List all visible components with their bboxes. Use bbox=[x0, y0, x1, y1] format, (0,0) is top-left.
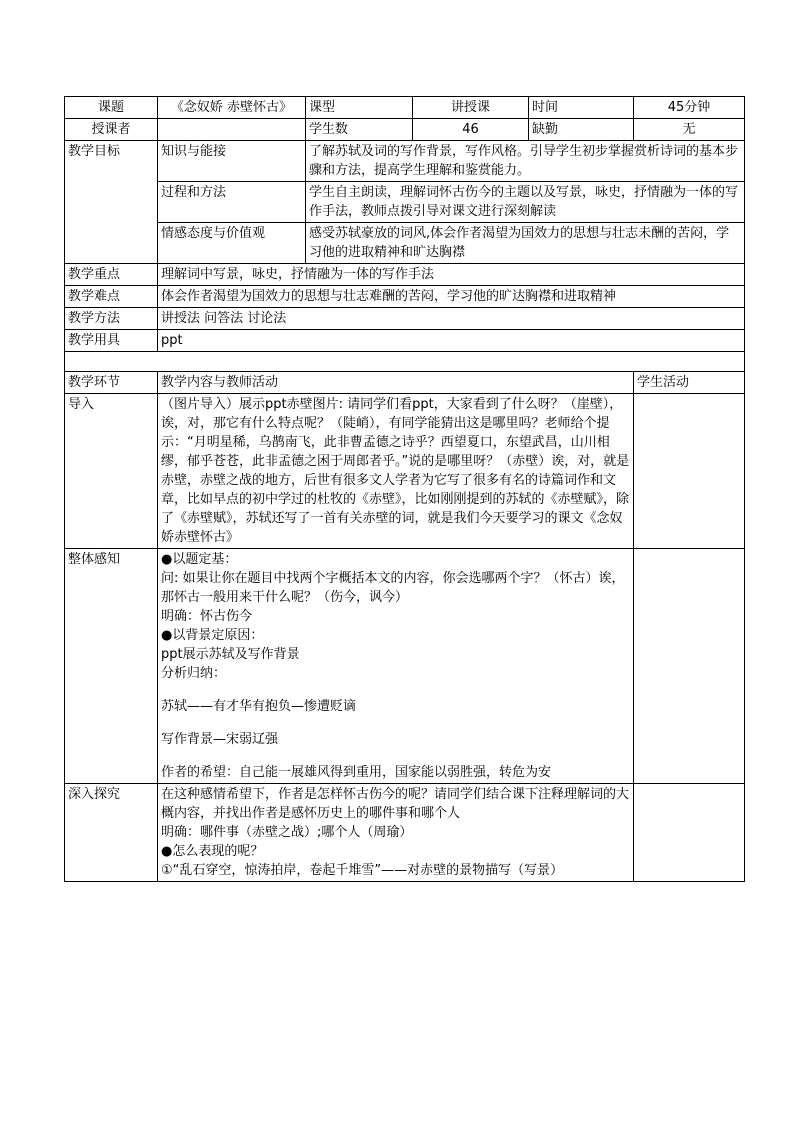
tools-label: 教学用具 bbox=[65, 330, 158, 352]
process-header-row bbox=[65, 372, 745, 394]
student-activity bbox=[634, 394, 745, 549]
step-name: 深入探究 bbox=[65, 784, 158, 882]
tools-text: ppt bbox=[158, 330, 745, 352]
time-label: 时间 bbox=[529, 97, 634, 119]
key-points-row bbox=[65, 264, 745, 286]
difficulties-row bbox=[65, 286, 745, 308]
step-line-blank bbox=[161, 716, 630, 730]
goal-text: 学生自主朗读，理解词怀古伤今的主题以及写景，咏史，抒情融为一体的写作手法，教师点拨引导对课文进行深刻解读 bbox=[306, 182, 745, 223]
difficulties-text: 体会作者渴望为国效力的思想与壮志难酬的苦闷，学习他的旷达胸襟和进取精神 bbox=[158, 286, 745, 308]
goal-name: 知识与能接 bbox=[158, 141, 306, 182]
step-line: ppt展示苏轼及写作背景 bbox=[161, 647, 300, 662]
step-name: 导入 bbox=[65, 394, 158, 549]
topic-value: 《念奴娇 赤壁怀古》 bbox=[158, 97, 306, 119]
type-value: 讲授课 bbox=[413, 97, 529, 119]
key-points-text: 理解词中写景，咏史，抒情融为一体的写作手法 bbox=[158, 264, 745, 286]
methods-text: 讲授法 问答法 讨论法 bbox=[158, 308, 745, 330]
step-line: 明确：哪件事（赤壁之战）;哪个人（周瑜） bbox=[161, 825, 413, 840]
students-value: 46 bbox=[413, 119, 529, 141]
step-line-blank bbox=[161, 683, 630, 697]
time-value: 45分钟 bbox=[634, 97, 745, 119]
step-line: ①“乱石穿空，惊涛拍岸，卷起千堆雪”——对赤壁的景物描写（写景） bbox=[161, 863, 564, 878]
step-line: 分析归纳： bbox=[161, 666, 227, 681]
teacher-label: 授课者 bbox=[65, 119, 158, 141]
step-row-intro bbox=[65, 394, 745, 549]
step-line: 明确：怀古伤今 bbox=[161, 609, 253, 624]
step-line: 苏轼——有才华有抱负—惨遭贬谪 bbox=[161, 699, 357, 714]
goal-text: 感受苏轼豪放的词风,体会作者渴望为国效力的思想与壮志未酬的苦闷，学习他的进取精神和旷达胸襟 bbox=[306, 223, 745, 264]
step-line-blank bbox=[161, 749, 630, 763]
goal-row-knowledge bbox=[65, 141, 745, 182]
header-row-1 bbox=[65, 97, 745, 119]
difficulties-label: 教学难点 bbox=[65, 286, 158, 308]
step-name: 整体感知 bbox=[65, 549, 158, 784]
content-header: 教学内容与教师活动 bbox=[158, 372, 634, 394]
step-line: 作者的希望：自己能一展雄风得到重用，国家能以弱胜强，转危为安 bbox=[161, 765, 552, 780]
goals-label: 教学目标 bbox=[65, 141, 158, 264]
type-label: 课型 bbox=[306, 97, 413, 119]
student-header: 学生活动 bbox=[634, 372, 745, 394]
step-content bbox=[158, 394, 634, 549]
step-row-overall bbox=[65, 549, 745, 784]
teacher-value bbox=[158, 119, 306, 141]
step-line: 写作背景—宋弱辽强 bbox=[161, 732, 279, 747]
student-activity bbox=[634, 549, 745, 784]
step-line: ●怎么表现的呢？ bbox=[161, 844, 264, 859]
step-line: （图片导入）展示ppt赤壁图片: 请同学们看ppt，大家看到了什么呀？（崖壁），诶，对，那它有什么特点呢？（陡峭），有同学能猜出这是哪里吗？老师给个提示：“月明星稀，乌鹊南飞，此非曹孟德之诗乎？西望夏口，东望武昌，山川相缪，郁乎苍苍，此非孟德之困于周郎者乎。”说的是哪里呀？（赤壁）诶，对，就是赤壁，赤壁之战的地方，后世有很多文人学者为它写了很多有名的诗篇词作和文章，比如早点的初中学过的杜牧的《赤壁》，比如刚刚提到的苏轼的《赤壁赋》，除了《赤壁赋》，苏轼还写了一首有关赤壁的词，就是我们今天要学习的课文《念奴娇赤壁怀古》 bbox=[161, 397, 630, 545]
step-line: ●以题定基： bbox=[161, 552, 238, 567]
step-line: ●以背景定原因： bbox=[161, 628, 264, 643]
student-activity bbox=[634, 784, 745, 882]
spacer-cell bbox=[65, 352, 745, 372]
header-row-2 bbox=[65, 119, 745, 141]
goal-name: 情感态度与价值观 bbox=[158, 223, 306, 264]
students-label: 学生数 bbox=[306, 119, 413, 141]
absent-value: 无 bbox=[634, 119, 745, 141]
lesson-plan-table bbox=[64, 96, 745, 882]
step-line: 在这种感情希望下，作者是怎样怀古伤今的呢？请同学们结合课下注释理解词的大概内容，并找出作者是感怀历史上的哪件事和哪个人 bbox=[161, 787, 630, 821]
step-line: 问: 如果让你在题目中找两个字概括本文的内容，你会选哪两个字？（怀古）诶，那怀古一般用来干什么呢？（伤今，讽今） bbox=[161, 571, 625, 605]
goal-name: 过程和方法 bbox=[158, 182, 306, 223]
step-content bbox=[158, 784, 634, 882]
step-header: 教学环节 bbox=[65, 372, 158, 394]
goal-row-process bbox=[65, 182, 745, 223]
goal-text: 了解苏轼及词的写作背景，写作风格。引导学生初步掌握赏析诗词的基本步骤和方法，提高学生理解和鉴赏能力。 bbox=[306, 141, 745, 182]
step-content bbox=[158, 549, 634, 784]
methods-label: 教学方法 bbox=[65, 308, 158, 330]
tools-row bbox=[65, 330, 745, 352]
spacer-row bbox=[65, 352, 745, 372]
absent-label: 缺勤 bbox=[529, 119, 634, 141]
goal-row-emotion bbox=[65, 223, 745, 264]
key-points-label: 教学重点 bbox=[65, 264, 158, 286]
topic-label: 课题 bbox=[65, 97, 158, 119]
step-row-deep bbox=[65, 784, 745, 882]
methods-row bbox=[65, 308, 745, 330]
